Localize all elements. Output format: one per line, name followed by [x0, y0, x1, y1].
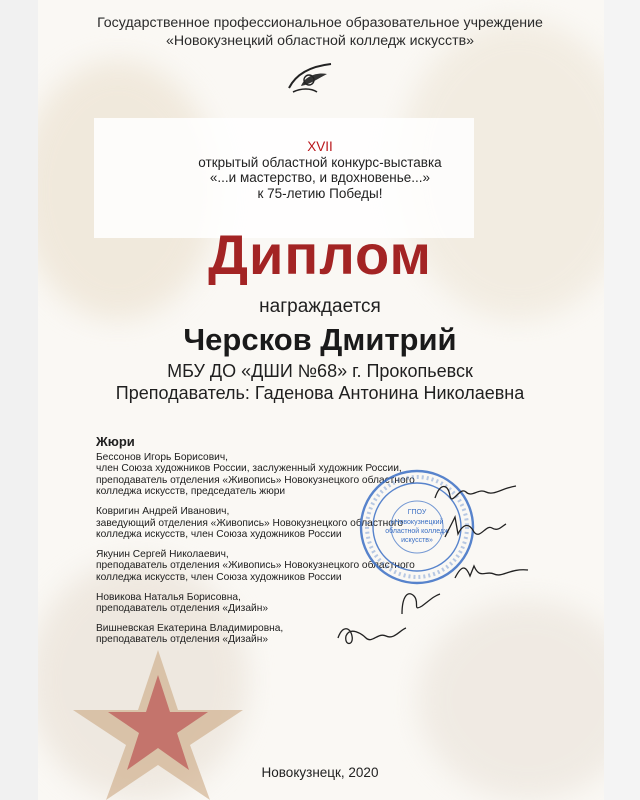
stamp-text: искусств»: [401, 537, 433, 544]
awarded-text: награждается: [259, 296, 381, 317]
contest-number: XVII: [307, 139, 333, 154]
jury-member-name: Новикова Наталья Борисовна,: [96, 591, 241, 603]
jury-member-role: преподаватель отделения «Живопись» Новокузнецкого областного: [96, 474, 415, 486]
contest-info: [0, 139, 640, 201]
jury-member-name: Ковригин Андрей Иванович,: [96, 505, 230, 517]
school-name: МБУ ДО «ДШИ №68» г. Прокопьевск: [167, 361, 473, 381]
jury-member: [96, 623, 476, 646]
contest-line-2: «...и мастерство, и вдохновенье...»: [209, 170, 431, 185]
signature: [334, 620, 410, 650]
jury-member-role: член Союза художников России, заслуженный художник России,: [96, 463, 402, 475]
stamp-text: областной колледж: [385, 528, 449, 535]
signature: [430, 478, 520, 508]
institution-line-1: Государственное профессиональное образовательное учреждение: [97, 15, 543, 31]
jury-member-name: Вишневская Екатерина Владимировна,: [96, 622, 284, 634]
jury-member-name: Якунин Сергей Николаевич,: [96, 548, 229, 560]
contest-line-3: к 75-летию Победы!: [257, 185, 383, 201]
jury-member-role: колледжа искусств, член Союза художников России: [96, 529, 342, 541]
teacher-name: Преподаватель: Гаденова Антонина Николаевна: [115, 383, 525, 403]
college-logo: [283, 58, 337, 98]
recipient-name: Черсков Дмитрий: [183, 322, 457, 357]
signature: [452, 560, 532, 586]
jury-title: Жюри: [96, 434, 135, 449]
diploma-title: Диплом: [208, 223, 432, 286]
jury-member-role: заведующий отделения «Живопись» Новокузнецкого областного: [96, 517, 404, 529]
jury-member-name: Бессонов Игорь Борисович,: [96, 451, 228, 463]
institution-header: [0, 14, 640, 50]
stamp-text: ГПОУ: [407, 509, 427, 516]
contest-line-1: открытый областной конкурс-выставка: [198, 154, 442, 170]
institution-line-2: «Новокузнецкий областной колледж искусств»: [165, 33, 475, 49]
jury-member-role: преподаватель отделения «Дизайн»: [96, 634, 269, 646]
signature: [440, 512, 510, 542]
city-year: Новокузнецк, 2020: [261, 765, 379, 780]
jury-member-role: преподаватель отделения «Живопись» Новокузнецкого областного: [96, 560, 415, 572]
jury-member-role: колледжа искусств, председатель жюри: [96, 486, 286, 498]
stamp-text: «Новокузнецкий: [390, 519, 444, 526]
signature: [394, 586, 444, 618]
jury-member-role: колледжа искусств, член Союза художников России: [96, 571, 342, 583]
jury-member-role: преподаватель отделения «Дизайн»: [96, 603, 269, 615]
